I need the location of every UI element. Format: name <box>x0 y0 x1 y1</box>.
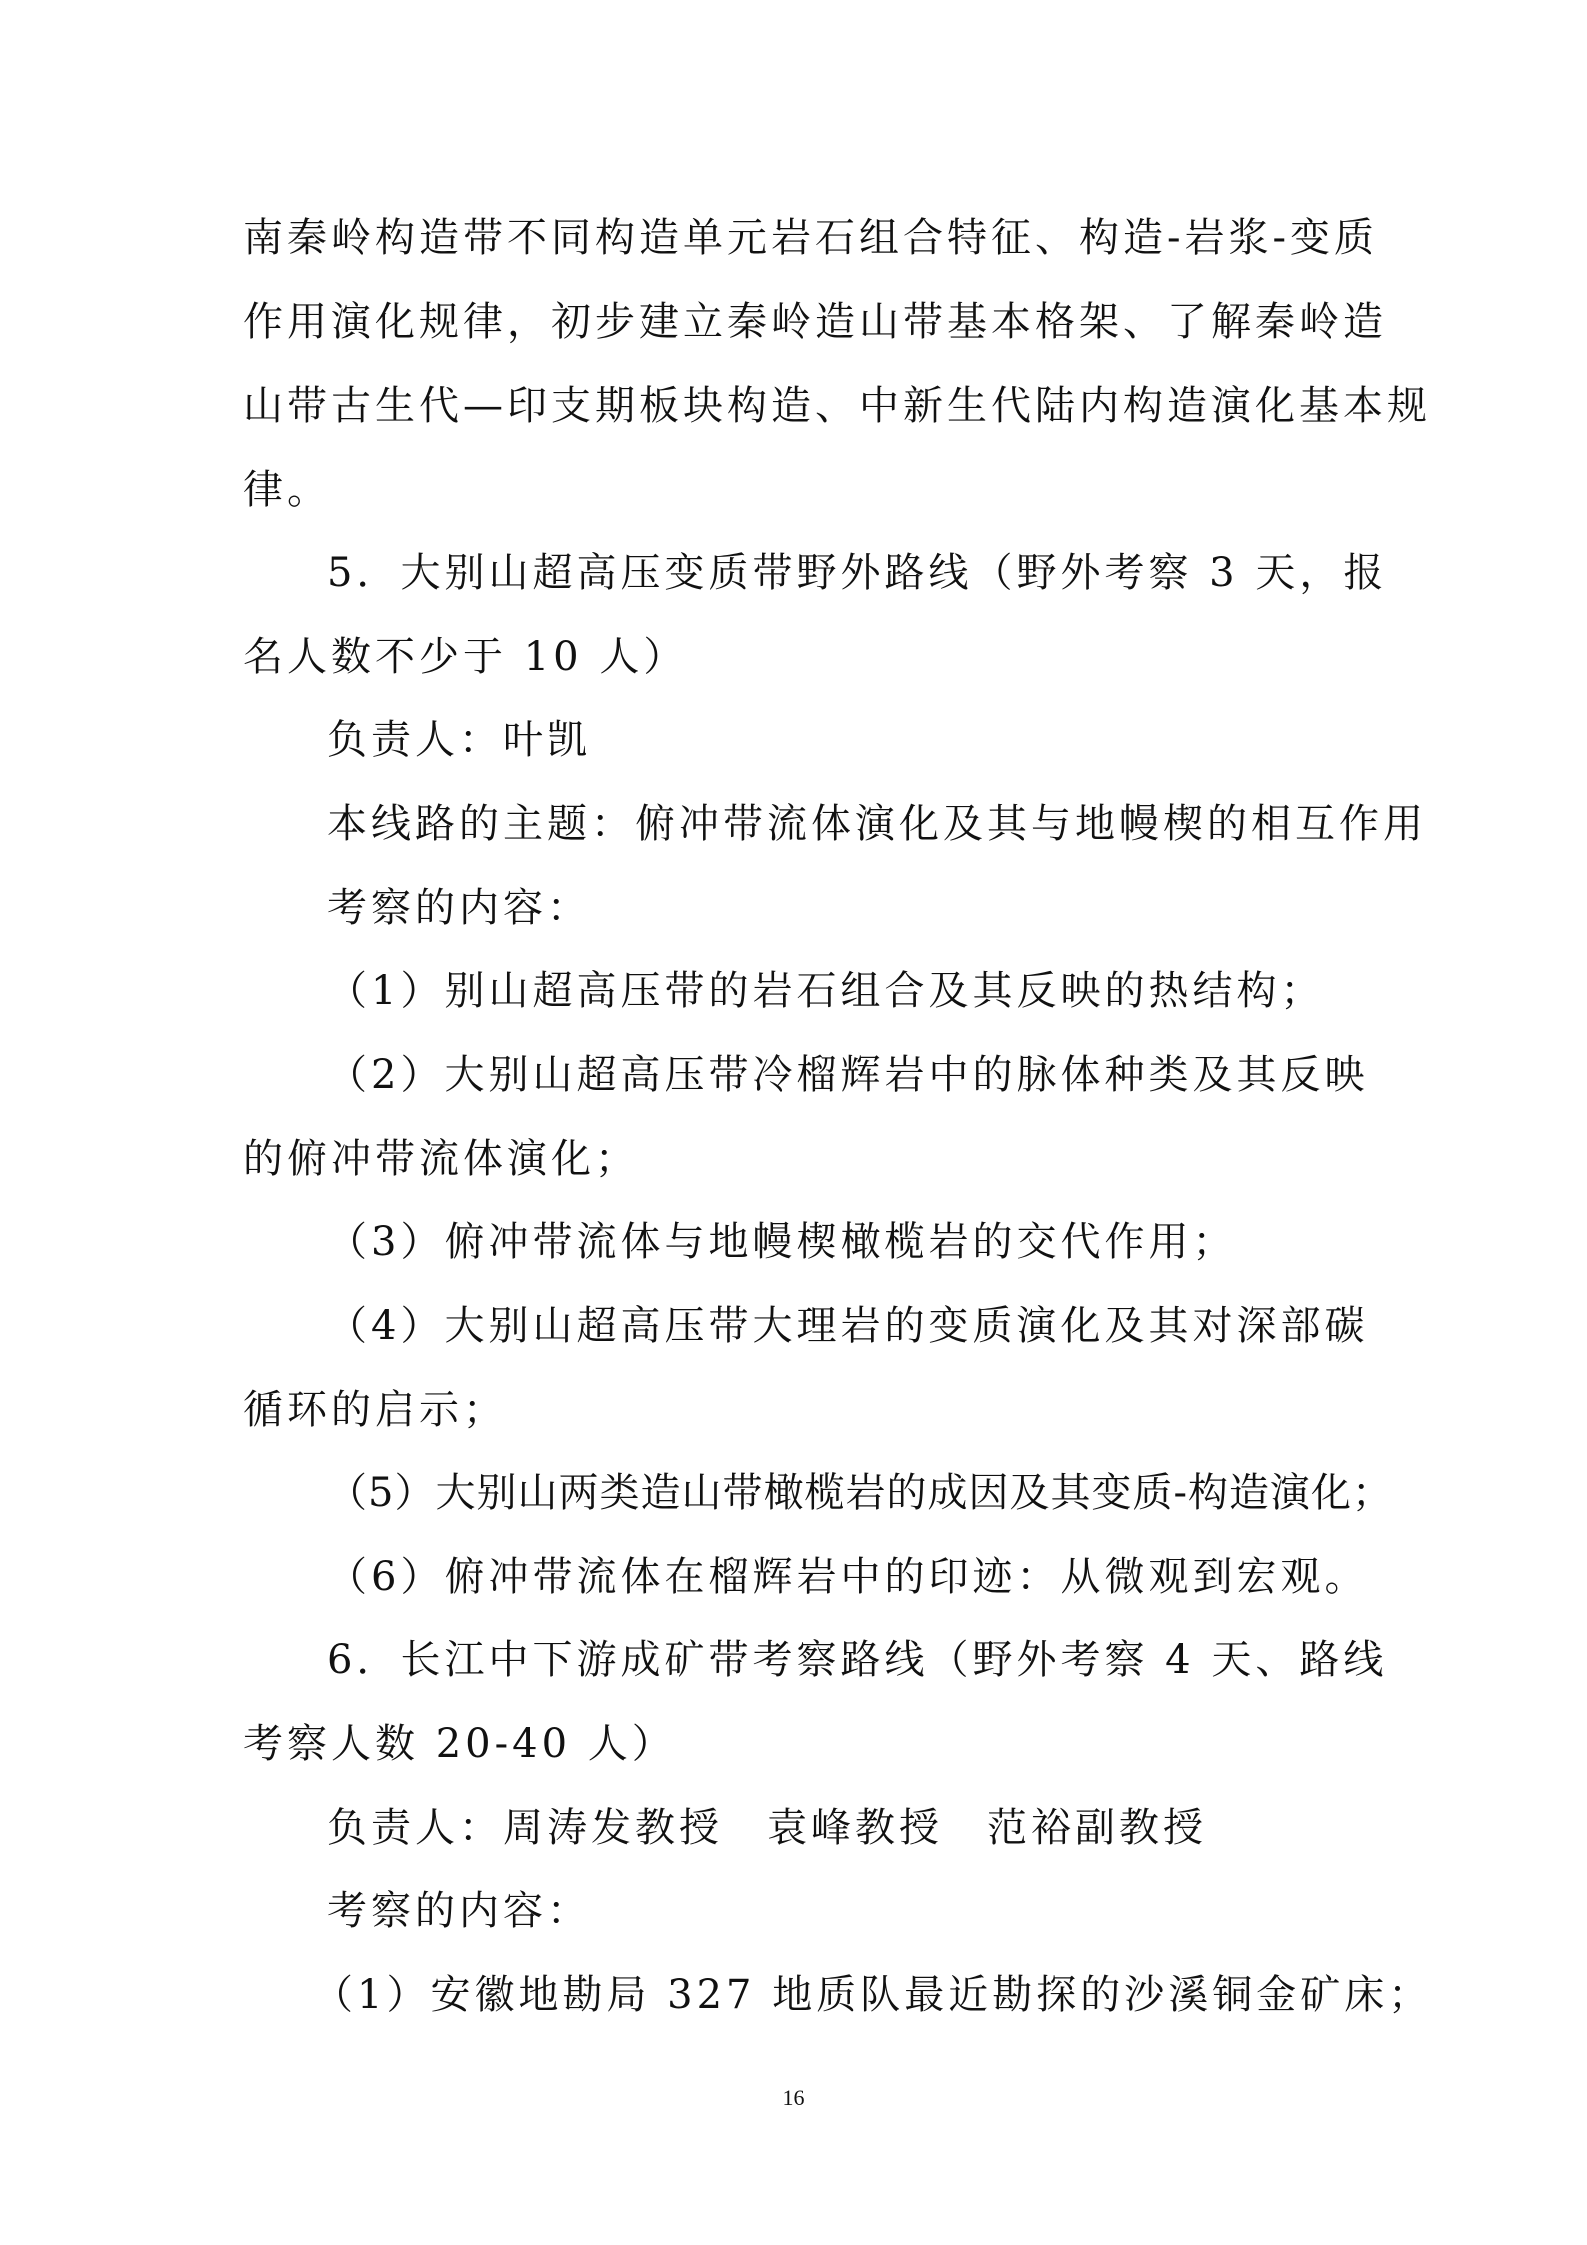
content-heading: 考察的内容： <box>327 1888 591 1934</box>
page-number: 16 <box>782 2085 805 2110</box>
list-item: （2）大别山超高压带冷榴辉岩中的脉体种类及其反映 <box>327 1052 1369 1098</box>
text-line: 作用演化规律，初步建立秦岭造山带基本格架、了解秦岭造 <box>243 299 1387 345</box>
text-line: 考察人数 20-40 人） <box>243 1721 676 1767</box>
text-line: 律。 <box>243 467 331 513</box>
responsible-person: 负责人：叶凯 <box>327 717 591 763</box>
text-line: 的俯冲带流体演化； <box>243 1136 639 1182</box>
text-line: 南秦岭构造带不同构造单元岩石组合特征、构造-岩浆-变质 <box>243 215 1379 261</box>
list-item: （1）别山超高压带的岩石组合及其反映的热结构； <box>327 968 1325 1014</box>
section-heading: 5．大别山超高压变质带野外路线（野外考察 3 天，报 <box>327 550 1388 596</box>
list-item: （5）大别山两类造山带橄榄岩的成因及其变质-构造演化； <box>327 1470 1393 1516</box>
list-item: （1）安徽地勘局 327 地质队最近勘探的沙溪铜金矿床； <box>313 1972 1433 2018</box>
text-line: 循环的启示； <box>243 1387 507 1433</box>
list-item: （4）大别山超高压带大理岩的变质演化及其对深部碳 <box>327 1303 1369 1349</box>
responsible-person: 负责人：周涛发教授 袁峰教授 范裕副教授 <box>327 1805 1207 1851</box>
list-item: （6）俯冲带流体在榴辉岩中的印迹：从微观到宏观。 <box>327 1554 1369 1600</box>
list-item: （3）俯冲带流体与地幔楔橄榄岩的交代作用； <box>327 1219 1237 1265</box>
route-theme: 本线路的主题：俯冲带流体演化及其与地幔楔的相互作用 <box>327 801 1427 847</box>
section-heading: 6．长江中下游成矿带考察路线（野外考察 4 天、路线 <box>327 1637 1388 1683</box>
text-line: 名人数不少于 10 人） <box>243 634 688 680</box>
content-heading: 考察的内容： <box>327 885 591 931</box>
text-line: 山带古生代—印支期板块构造、中新生代陆内构造演化基本规 <box>243 383 1431 429</box>
